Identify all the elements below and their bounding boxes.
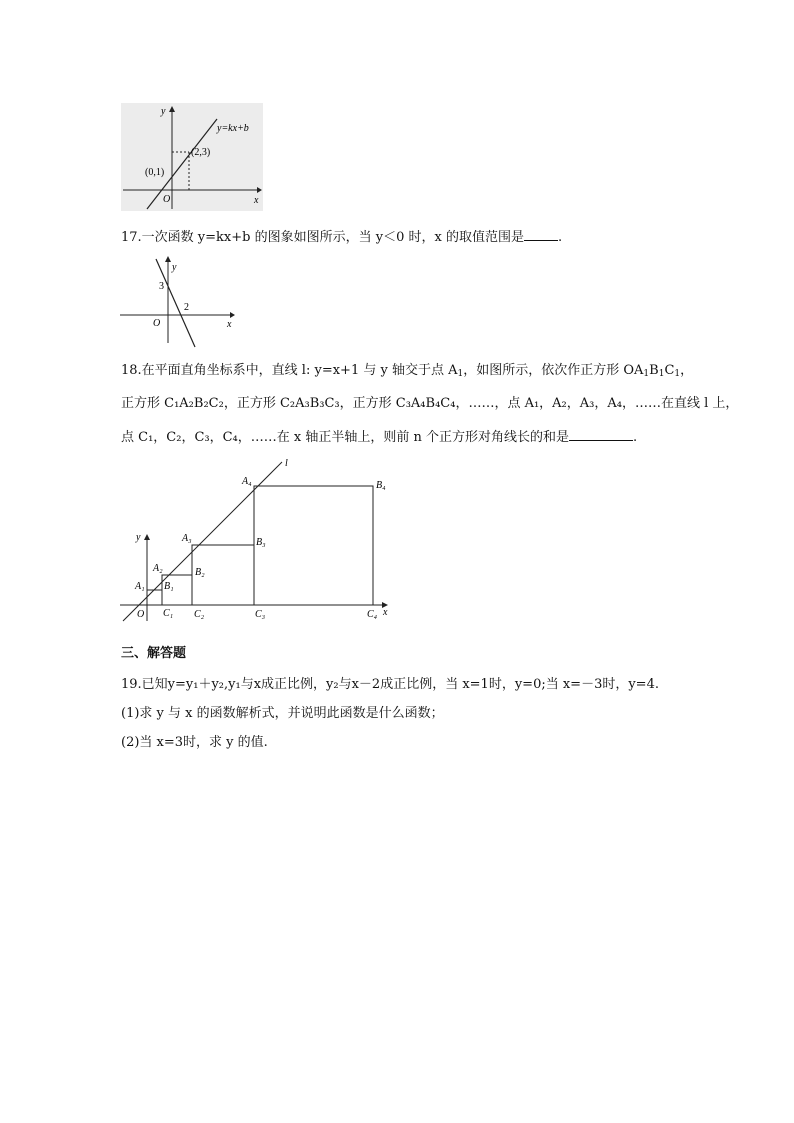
q18-line2-text: 正方形 C₁A₂B₂C₂，正方形 C₂A₃B₃C₃，正方形 C₃A₄B₄C₄，……，点 A₁，A₂，A₃，A₄，……在直线 l 上，	[121, 396, 739, 411]
point-label-0-1: (0,1)	[145, 167, 165, 178]
answer-blank-17[interactable]	[524, 228, 558, 241]
point-C1-label: C₁	[163, 608, 174, 619]
question-17	[121, 228, 562, 246]
x-axis-label: x	[227, 319, 232, 330]
x-axis-label: x	[383, 607, 388, 618]
point-B3-label: B₃	[256, 537, 266, 548]
question-17-end: .	[557, 230, 563, 245]
square-4	[254, 486, 373, 605]
q18-line1-part-a: 18.在平面直角坐标系中，直线 l: y=x+1 与 y 轴交于点 A	[121, 363, 458, 378]
y-axis-arrow	[165, 256, 171, 262]
point-B4-label: B₄	[376, 480, 386, 491]
q18-line1-part-c: B	[649, 363, 659, 378]
figure-q16	[121, 103, 263, 211]
line-l-label: l	[285, 458, 288, 469]
y-intercept-label: 3	[159, 281, 164, 292]
point-A4-label: A₄	[242, 476, 252, 487]
origin-label: O	[153, 318, 161, 329]
y-axis-arrow	[144, 534, 150, 540]
answer-blank-18[interactable]	[569, 428, 633, 441]
point-C2-label: C₂	[194, 609, 205, 620]
origin-label: O	[137, 609, 145, 620]
figure-q18	[116, 455, 394, 627]
figure-q17	[118, 255, 238, 349]
y-axis-label: y	[172, 262, 177, 273]
point-C3-label: C₃	[255, 609, 266, 620]
question-18-line-2	[121, 396, 738, 412]
section-title: 三、解答题	[121, 646, 187, 661]
question-19-part-2: (2)当 x=3时，求 y 的值.	[121, 735, 268, 750]
figure-q16-svg	[121, 103, 263, 211]
point-A1-label: A₁	[135, 581, 145, 592]
question-19-part-1: (1)求 y 与 x 的函数解析式，并说明此函数是什么函数；	[121, 706, 444, 721]
q18-line1-part-e: ，	[680, 363, 694, 378]
q18-end: .	[633, 430, 638, 445]
q18-line3-text: 点 C₁，C₂，C₃，C₄，……在 x 轴正半轴上，则前 n 个正方形对角线长的和是	[121, 430, 569, 445]
x-intercept-label: 2	[184, 302, 189, 313]
point-C4-label: C₄	[367, 609, 378, 620]
question-18-line-1: 18.在平面直角坐标系中，直线 l: y=x+1 与 y 轴交于点 $A_1$，如图所示，依次作正方形 $OA_1B_1C_1$，	[121, 363, 694, 379]
equation-label: y=kx+b	[217, 123, 249, 134]
question-19-line-1: 19.已知y=y₁＋y₂,y₁与x成正比例，y₂与x－2成正比例，当 x=1时，y=0;当 x=－3时，y=4.	[121, 677, 659, 692]
point-A3-label: A₃	[182, 533, 192, 544]
point-label-2-3: (2,3)	[191, 147, 211, 158]
q18-line1-part-d: C	[664, 363, 675, 378]
figure-q18-svg	[116, 455, 394, 627]
question-17-text: 17.一次函数 y=kx+b 的图象如图所示，当 y＜0 时，x 的取值范围是	[121, 230, 524, 245]
figure-q17-svg	[118, 255, 238, 349]
y-axis-label: y	[161, 106, 166, 117]
point-B1-label: B₁	[164, 581, 174, 592]
x-axis-arrow	[230, 312, 235, 318]
square-1	[147, 590, 162, 605]
point-A2-label: A₂	[153, 563, 163, 574]
origin-label: O	[163, 194, 171, 205]
q18-line1-part-b: ，如图所示，依次作正方形 OA	[463, 363, 644, 378]
point-B2-label: B₂	[195, 567, 205, 578]
x-axis-label: x	[254, 195, 259, 206]
question-18-line-3	[121, 428, 637, 446]
y-axis-label: y	[136, 532, 141, 543]
